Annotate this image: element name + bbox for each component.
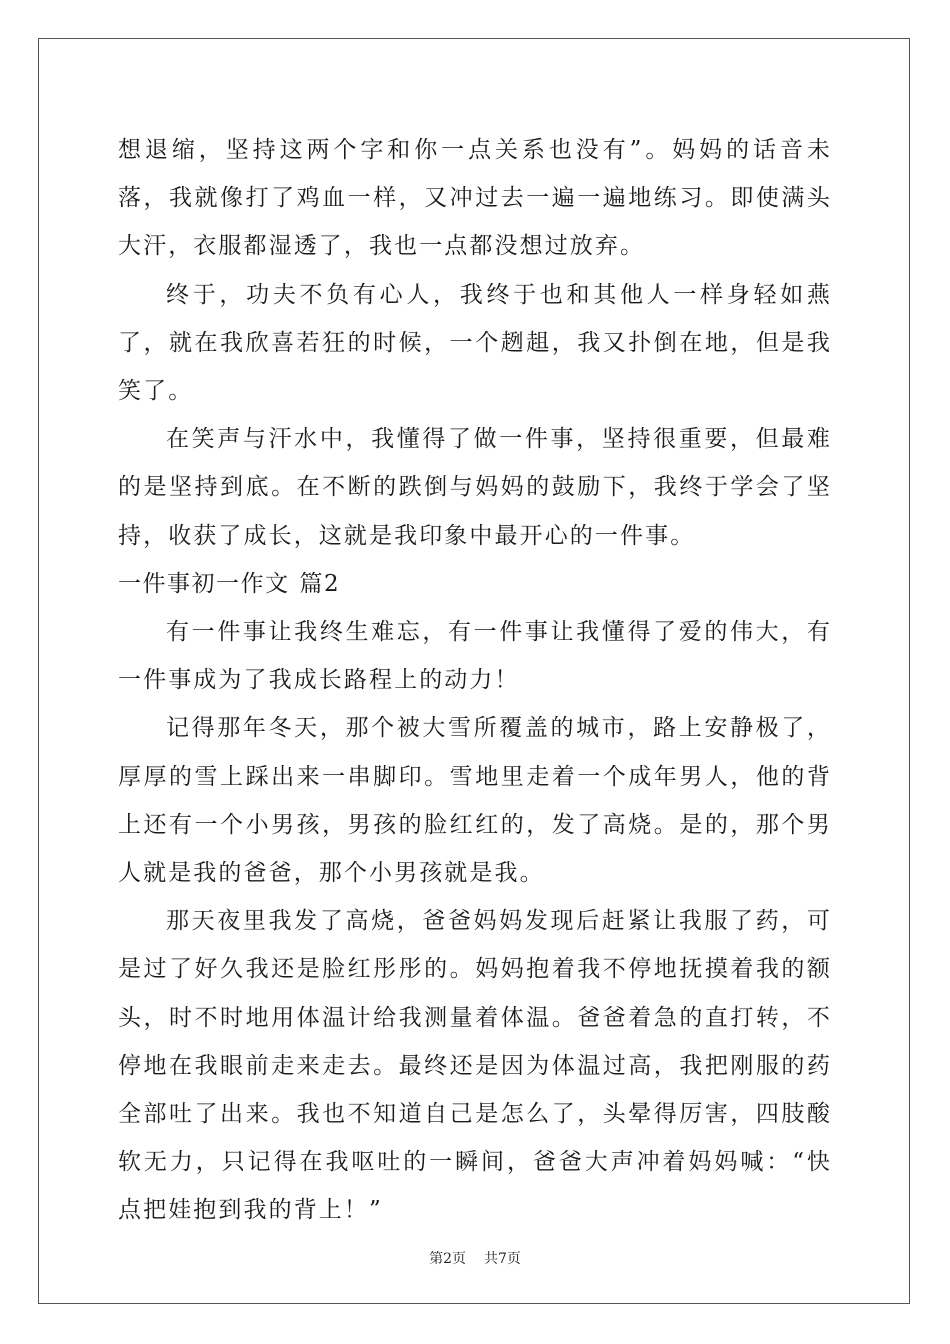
paragraph: 在笑声与汗水中，我懂得了做一件事，坚持很重要，但最难的是坚持到底。在不断的跌倒与妈妈的鼓励下，我终于学会了坚持，收获了成长，这就是我印象中最开心的一件事。 xyxy=(118,426,832,549)
paragraph: 那天夜里我发了高烧，爸爸妈妈发现后赶紧让我服了药，可是过了好久我还是脸红彤彤的。妈妈抱着我不停地抚摸着我的额头，时不时地用体温计给我测量着体温。爸爸着急的直打转，不停地在我眼前走来走去。最终还是因为体温过高，我把刚服的药全部吐了出来。我也不知道自己是怎么了，头晕得厉害，四肢酸软无力，只记得在我呕吐的一瞬间，爸爸大声冲着妈妈喊：“快点把娃抱到我的背上！” xyxy=(118,908,832,1224)
section-heading xyxy=(118,560,832,608)
paragraph: 记得那年冬天，那个被大雪所覆盖的城市，路上安静极了，厚厚的雪上踩出来一串脚印。雪地里走着一个成年男人，他的背上还有一个小男孩，男孩的脸红红的，发了高烧。是的，那个男人就是我的爸爸，那个小男孩就是我。 xyxy=(118,715,832,887)
paragraph: 终于，功夫不负有心人，我终于也和其他人一样身轻如燕了，就在我欣喜若狂的时候，一个趔趄，我又扑倒在地，但是我笑了。 xyxy=(118,281,832,405)
section-title: 一件事初一作文 xyxy=(118,570,290,597)
section-label: 篇2 xyxy=(299,570,341,597)
document-body xyxy=(118,126,832,1235)
page-footer xyxy=(0,1248,950,1268)
paragraph: 有一件事让我终生难忘，有一件事让我懂得了爱的伟大，有一件事成为了我成长路程上的动力！ xyxy=(118,619,832,694)
total-page-count: 共7页 xyxy=(484,1251,521,1267)
current-page-number: 第2页 xyxy=(429,1251,466,1267)
paragraph-continued: 想退缩，坚持这两个字和你一点关系也没有”。妈妈的话音未落，我就像打了鸡血一样，又冲过去一遍一遍地练习。即使满头大汗，衣服都湿透了，我也一点都没想过放弃。 xyxy=(118,137,832,260)
